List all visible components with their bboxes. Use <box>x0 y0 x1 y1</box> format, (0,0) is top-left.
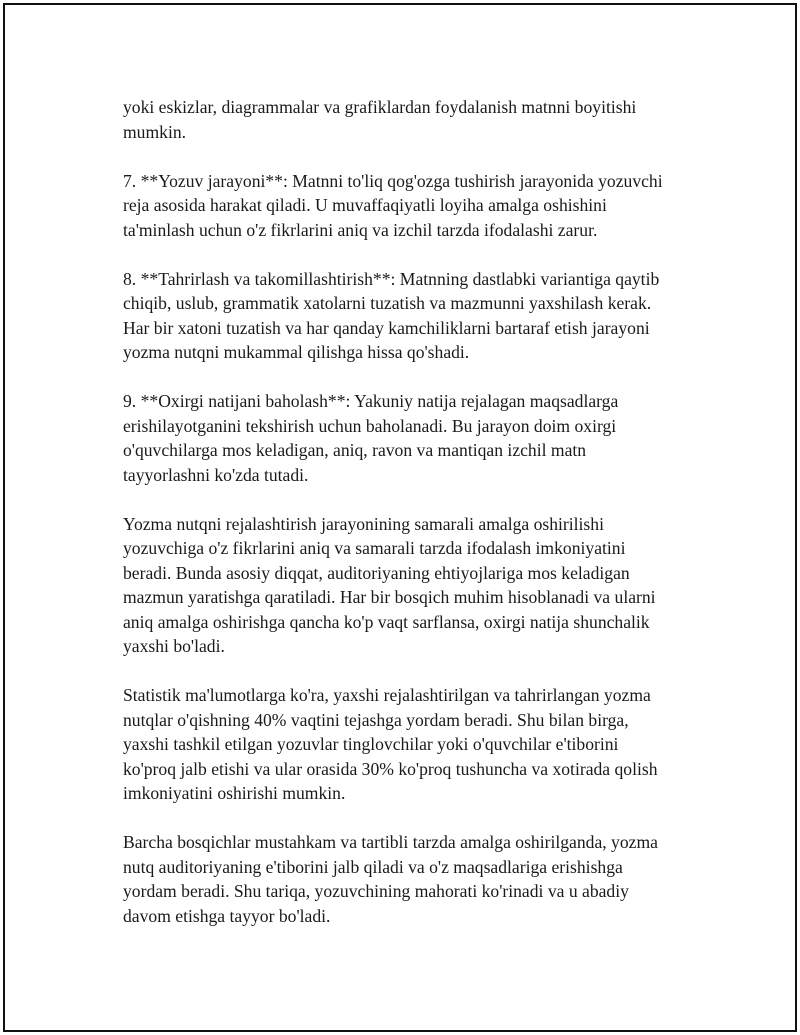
text-line: erishilayotganini tekshirish uchun baholanadi. Bu jarayon doim oxirgi <box>123 415 617 436</box>
text-line: yozuvchiga o'z fikrlarini aniq va samarali tarzda ifodalash imkoniyatini <box>123 538 626 558</box>
text-line: Statistik ma'lumotlarga ko'ra, yaxshi rejalashtirilgan va tahrirlangan yozma <box>123 685 651 705</box>
text-line: yordam beradi. Shu tariqa, yozuvchining mahorati ko'rinadi va u abadiy <box>123 881 629 901</box>
text-line: Barcha bosqichlar mustahkam va tartibli tarzda amalga oshirilganda, yozma <box>123 832 658 852</box>
text-line: 9. **Oxirgi natijani baholash**: Yakuniy natija rejalagan maqsadlarga <box>123 391 619 411</box>
paragraph-step-9 <box>123 389 698 487</box>
text-line: o'quvchilarga mos keladigan, aniq, ravon va mantiqan izchil matn <box>123 440 587 460</box>
text-line: beradi. Bunda asosiy diqqat, auditoriyaning ehtiyojlariga mos keladigan <box>123 562 630 583</box>
text-line: mazmun yaratishga qaratiladi. Har bir bosqich muhim hisoblanadi va ularni <box>123 587 656 607</box>
paragraph-continuation <box>123 95 698 144</box>
paragraph-step-7 <box>123 169 698 243</box>
text-line: yaxshi bo'ladi. <box>123 636 225 656</box>
text-line: nutq auditoriyaning e'tiborini jalb qiladi va o'z maqsadlariga erishishga <box>123 856 623 877</box>
text-line: tayyorlashni ko'zda tutadi. <box>123 464 309 485</box>
paragraph-summary <box>123 512 698 659</box>
text-line: yozma nutqni mukammal qilishga hissa qo'shadi. <box>123 342 470 362</box>
text-line: yoki eskizlar, diagrammalar va grafiklardan foydalanish matnni boyitishi <box>123 97 637 117</box>
text-line: davom etishga tayyor bo'ladi. <box>123 905 331 926</box>
text-line: Yozma nutqni rejalashtirish jarayonining samarali amalga oshirilishi <box>123 513 604 534</box>
text-line: ta'minlash uchun o'z fikrlarini aniq va izchil tarzda ifodalashi zarur. <box>123 219 598 240</box>
page-frame <box>3 3 797 1032</box>
text-line: aniq amalga oshirishga qancha ko'p vaqt sarflansa, oxirgi natija shunchalik <box>123 611 650 632</box>
text-line: imkoniyatini oshirishi mumkin. <box>123 783 346 803</box>
paragraph-step-8 <box>123 267 698 365</box>
text-line: reja asosida harakat qiladi. U muvaffaqiyatli loyiha amalga oshishini <box>123 195 607 215</box>
text-line: nutqlar o'qishning 40% vaqtini tejashga yordam beradi. Shu bilan birga, <box>123 709 629 730</box>
text-line: ko'proq jalb etishi va ular orasida 30% ko'proq tushuncha va xotirada qolish <box>123 758 658 779</box>
text-line: mumkin. <box>123 121 187 142</box>
text-line: chiqib, uslub, grammatik xatolarni tuzatish va mazmunni yaxshilash kerak. <box>123 293 652 313</box>
text-line: Har bir xatoni tuzatish va har qanday kamchiliklarni bartaraf etish jarayoni <box>123 317 650 338</box>
paragraph-conclusion <box>123 830 698 928</box>
text-line: yaxshi tashkil etilgan yozuvlar tinglovchilar yoki o'quvchilar e'tiborini <box>123 734 619 754</box>
paragraph-statistics <box>123 683 698 806</box>
text-line: 7. **Yozuv jarayoni**: Matnni to'liq qog'ozga tushirish jarayonida yozuvchi <box>123 170 663 191</box>
page-content <box>123 95 698 953</box>
text-line: 8. **Tahrirlash va takomillashtirish**: Matnning dastlabki variantiga qaytib <box>123 268 660 289</box>
